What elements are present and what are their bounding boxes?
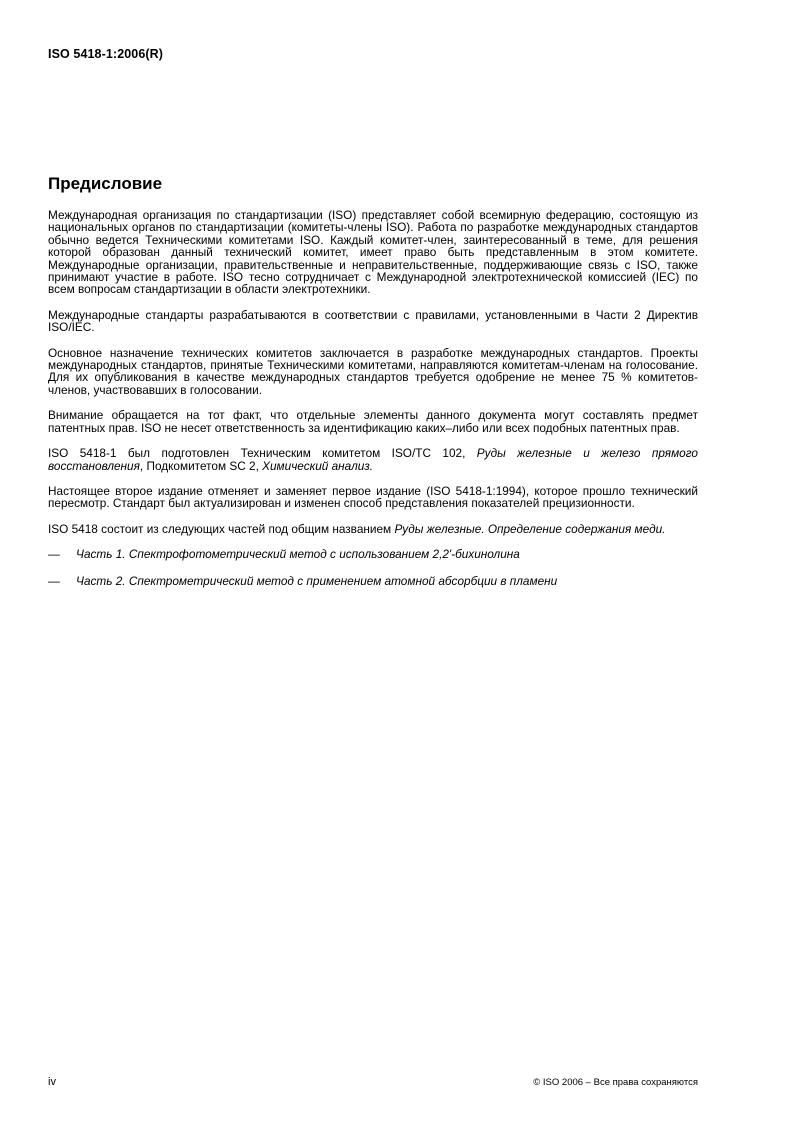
copyright-notice: © ISO 2006 – Все права сохраняются [533,1077,698,1088]
parts-intro-text: ISO 5418 состоит из следующих частей под общим названием [48,521,395,536]
paragraph-prepared-by [48,447,698,472]
list-item [48,548,698,560]
paragraph-directives: Международные стандарты разрабатываются в соответствии с правилами, установленными в Части 2 Директив ISO/IEC. [48,307,698,335]
prepared-by-committee-title: Руды железные и железо прямого восстановления [48,446,698,473]
paragraph-parts-intro [48,523,698,535]
prepared-by-subcommittee-title: Химический анализ. [262,458,374,473]
list-dash: — [48,573,60,588]
list-item-text: Часть 1. Спектрофотометрический метод с использованием 2,2'-бихинолина [76,547,520,562]
paragraph-patent-notice: Внимание обращается на тот факт, что отдельные элементы данного документа могут составлять предмет патентных прав. ISO не несет ответственность за идентификацию каких–либо или всех подобных патентных прав. [48,408,698,435]
list-item-text: Часть 2. Спектрометрический метод с применением атомной абсорбции в пламени [76,573,558,588]
document-code: ISO 5418-1:2006(R) [48,47,164,61]
parts-general-title: Руды железные. Определение содержания меди. [394,521,666,536]
list-dash: — [48,547,60,562]
prepared-by-text-2: , Подкомитетом SC 2, [139,458,263,473]
list-item [48,575,698,587]
paragraph-iso-organization: Международная организация по стандартизации (ISO) представляет собой всемирную федерацию, состоящую из национальных органов по стандартизации (комитеты-члены ISO). Работа по разработке международных стандартов обычно ведется Техническими комитетами ISO. Каждый комитет-член, заинтересованный в теме, для решения которой образован данный технический комитет, имеет право быть представленным в этом комитете. Международные организации, правительственные и неправительственные, поддерживающие связь с ISO, также принимают участие в работе. ISO тесно сотрудничает с Международной электротехнической комиссией (IEC) по всем вопросам стандартизации в области электротехники. [48,208,698,297]
paragraph-technical-committees: Основное назначение технических комитетов заключается в разработке международных стандартов. Проекты международных стандартов, принятые Техническими комитетами, направляются комитетам-членам на голосование. Для их опубликования в качестве международных стандартов требуется одобрение не менее 75 % комитетов-членов, участвовавших в голосовании. [48,345,698,397]
page-number: iv [48,1076,56,1088]
paragraph-edition-note: Настоящее второе издание отменяет и заменяет первое издание (ISO 5418-1:1994), которое прошло технический пересмотр. Стандарт был актуализирован и изменен способ представления показателей прецизионности. [48,483,698,511]
page-title: Предисловие [48,174,163,193]
prepared-by-text-1: ISO 5418-1 был подготовлен Техническим комитетом ISO/TC 102, [48,446,477,461]
foreword-body [48,209,698,601]
